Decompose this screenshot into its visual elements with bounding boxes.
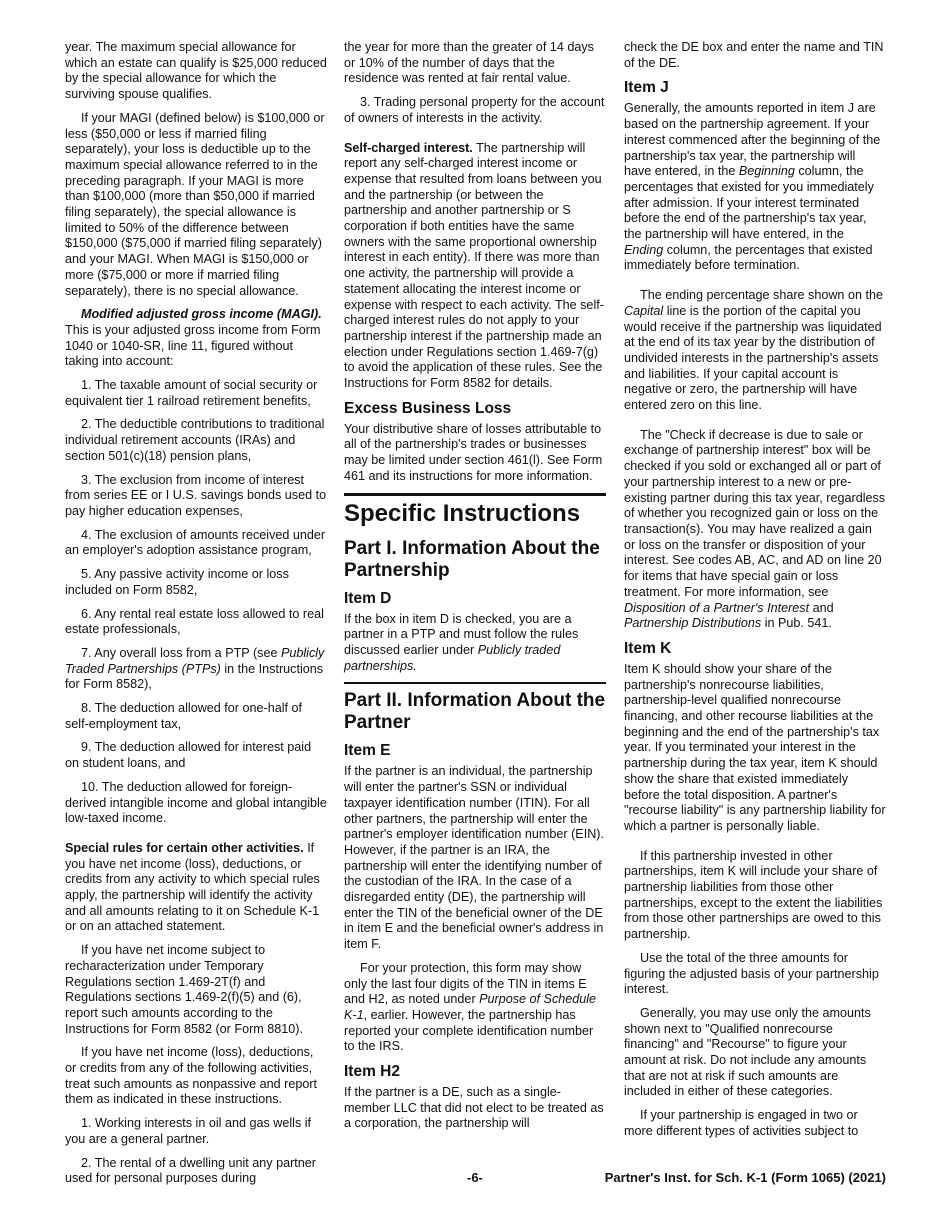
- item-heading: Item K: [624, 639, 672, 657]
- paragraph: The "Check if decrease is due to sale or exchange of partnership interest" box will be checked if you sold or exchanged all or part of your partnership interest to a new or pre-existing partner during this tax year, regardless of whether you recognized gain or loss on the transaction(s). You may have realized a gain or loss on the transfer or disposition of your interest. See codes AB, AC, and AD on line 20 for items that have special gain or loss treatment. For more information, see Disposition of a Partner's Interest and Partnership Distributions in Pub. 541.: [624, 427, 886, 631]
- paragraph: Special rules for certain other activities. If you have net income (loss), deductions, or credits from any activity to which special rules apply, the partnership will identify the activity and all amounts relating to it on Schedule K-1 or on an attached statement.: [65, 840, 320, 934]
- divider: [344, 682, 606, 690]
- term: Modified adjusted gross income (MAGI).: [81, 307, 322, 322]
- paragraph: If you have net income subject to recharacterization under Temporary Regulations section 1.469-2T(f) and Regulations sections 1.469-2(f)(5) and (6), report such amounts according to the Instructions for Form 8582 (or Form 8810).: [65, 943, 303, 1036]
- list-item: 5. Any passive activity income or loss included on Form 8582,: [65, 567, 289, 597]
- list-item: 3. The exclusion from income of interest from series EE or I U.S. savings bonds used to pay higher education expenses,: [65, 472, 327, 518]
- list-item: 9. The deduction allowed for interest paid on student loans, and: [65, 740, 312, 771]
- item-heading: Item D: [344, 589, 392, 607]
- list-item: 8. The deduction allowed for one-half of self-employment tax,: [65, 701, 303, 731]
- paragraph: check the DE box and enter the name and TIN of the DE.: [624, 40, 884, 70]
- paragraph: Item K should show your share of the partnership's nonrecourse liabilities, partnership-level qualified nonrecourse financing, and other recourse liabilities at the beginning and the end of the partnership's tax year. If you terminated your interest in the partnership during the tax year, item K should show the share that existed immediately before the total disposition. A partner's "recourse liability" is any partnership liability for which a partner is personally liable.: [624, 661, 886, 833]
- list-item: 10. The deduction allowed for foreign-derived intangible income and global intangible low-taxed income.: [65, 779, 327, 826]
- list-item: 2. The rental of a dwelling unit any partner used for personal purposes during: [65, 1155, 316, 1186]
- paragraph: If this partnership invested in other partnerships, item K will include your share of partnership liabilities from those other partnerships, except to the extent the liabilities from those other partnerships are owed to this partnership.: [624, 848, 883, 942]
- term: Self-charged interest.: [344, 140, 473, 155]
- paragraph: If the partner is an individual, the partnership will enter the partner's SSN or individual taxpayer identification number (ITIN). For all other partners, the partnership will enter the partner's employer identification number (EIN). However, if the partner is an IRA, the partnership will enter the identifying number of the custodian of the IRA. In the case of a disregarded entity (DE), the partnership will enter the TIN of the beneficial owner of the DE in item E and the beneficial owner's address in item F.: [344, 764, 604, 952]
- paragraph: the year for more than the greater of 14 days or 10% of the number of days that the residence was rented at fair rental value.: [344, 40, 594, 86]
- column-2: [344, 40, 606, 1140]
- paragraph: If your MAGI (defined below) is $100,000 or less ($50,000 or less if married filing separately), your loss is deductible up to the maximum special allowance referred to in the preceding paragraph. If your MAGI is more than $100,000 (more than $50,000 if married filing separately), the special allowance is limited to 50% of the difference between $150,000 ($75,000 if married filing separately) and your MAGI. When MAGI is $150,000 or more ($75,000 or more if married filing separately), there is no special allowance.: [65, 110, 325, 298]
- paragraph: If you have net income (loss), deductions, or credits from any of the following activities, treat such amounts as nonpassive and report them as indicated in these instructions.: [65, 1045, 318, 1107]
- section-heading: Excess Business Loss: [344, 399, 512, 417]
- item-heading: Item H2: [344, 1063, 400, 1081]
- document-title: Partner's Inst. for Sch. K-1 (Form 1065) (2021): [604, 1170, 886, 1185]
- list-item: 6. Any rental real estate loss allowed to real estate professionals,: [65, 606, 324, 637]
- paragraph: Generally, the amounts reported in item J are based on the partnership agreement. If your interest commenced after the beginning of the partnership's tax year, the partnership will have entered, in the Beginning column, the percentages that existed for you immediately after admission. If your interest terminated before the end of the partnership's tax year, the partnership will have entered, in the Ending column, the percentages that existed immediately before termination.: [624, 101, 881, 273]
- paragraph: Modified adjusted gross income (MAGI). This is your adjusted gross income from Form 1040 or 1040-SR, line 11, figured without taking into account:: [65, 307, 322, 369]
- paragraph: Self-charged interest. The partnership will report any self-charged interest income or expense that resulted from loans between you and the partnership (or between the partnership and another partnership or S corporation if both entities have the same owners with the same proportional ownership interest in each entity). If there was more than one activity, the partnership will provide a statement allocating the interest income or expense with respect to each activity. The self-charged interest rules do not apply to your partnership interest if the partnership made an election under Regulations section 1.469-7(g) to avoid the application of these rules. See the Instructions for Form 8582 for details.: [344, 140, 604, 391]
- paragraph: If the partner is a DE, such as a single-member LLC that did not elect to be treated as a corporation, the partnership will: [344, 1085, 604, 1131]
- list-item: 2. The deductible contributions to traditional individual retirement accounts (IRAs) and section 501(c)(18) pension plans,: [65, 417, 325, 463]
- paragraph: If the box in item D is checked, you are a partner in a PTP and must follow the rules discussed earlier under Publicly traded partnerships.: [344, 611, 579, 673]
- paragraph: The ending percentage share shown on the Capital line is the portion of the capital you would receive if the partnership was liquidated at the end of its tax year by the distribution of undivided interests in the partnership's assets and liabilities. If your capital account is negative or zero, the partnership will have entered zero on this line.: [624, 288, 883, 413]
- paragraph: If your partnership is engaged in two or more different types of activities subject to: [624, 1108, 859, 1138]
- list-item: 7. Any overall loss from a PTP (see Publicly Traded Partnerships (PTPs) in the Instructions for Form 8582),: [65, 645, 325, 692]
- list-item: 3. Trading personal property for the account of owners of interests in the activity.: [344, 95, 605, 125]
- list-item: 1. Working interests in oil and gas wells if you are a general partner.: [65, 1116, 312, 1146]
- paragraph: For your protection, this form may show only the last four digits of the TIN in items E and H2, as noted under Purpose of Schedule K-1, earlier. However, the partnership has reported your complete identification number to the IRS.: [344, 960, 597, 1054]
- part-heading: Part II. Information About the Partner: [344, 690, 606, 734]
- column-3: [624, 40, 886, 1148]
- page-heading: Specific Instructions: [344, 499, 581, 527]
- page-number: -6-: [467, 1170, 483, 1185]
- list-item: 1. The taxable amount of social security or equivalent tier 1 railroad retirement benefits,: [65, 378, 318, 408]
- paragraph: Use the total of the three amounts for figuring the adjusted basis of your partnership interest.: [624, 950, 879, 997]
- paragraph: Generally, you may use only the amounts shown next to "Qualified nonrecourse financing" and "Recourse" to figure your amount at risk. Do not include any amounts that are not at risk if such amounts are included in either of these categories.: [624, 1005, 871, 1099]
- item-heading: Item E: [344, 742, 391, 760]
- item-heading: Item J: [624, 79, 669, 97]
- term: Special rules for certain other activities.: [65, 840, 304, 855]
- paragraph: year. The maximum special allowance for which an estate can qualify is $25,000 reduced by the special allowance for which the surviving spouse qualifies.: [65, 40, 327, 102]
- list-item: 4. The exclusion of amounts received under an employer's adoption assistance program,: [65, 527, 326, 558]
- paragraph: Your distributive share of losses attributable to all of the partnership's trades or businesses may be limited under section 461(l). See Form 461 and its instructions for more information.: [344, 421, 603, 483]
- column-1: [65, 40, 327, 1195]
- part-heading: Part I. Information About the Partnership: [344, 537, 600, 581]
